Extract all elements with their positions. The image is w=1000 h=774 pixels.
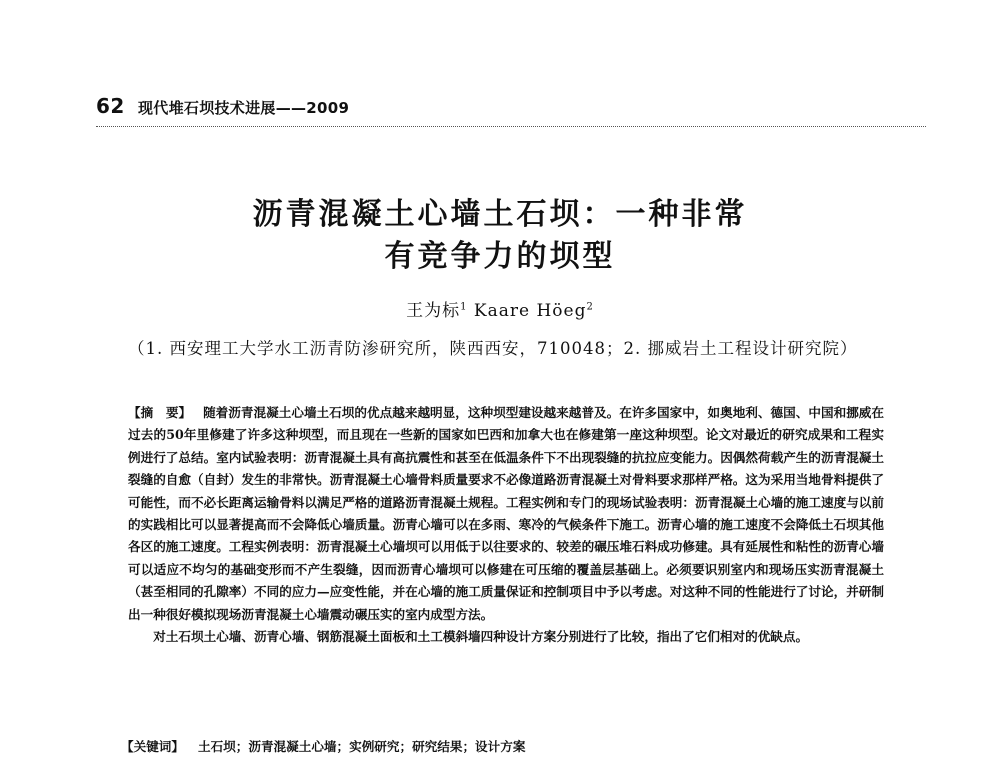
- abstract-paragraph: [128, 402, 884, 626]
- keywords-text: 土石坝；沥青混凝土心墙；实例研究；研究结果；设计方案: [197, 739, 526, 754]
- author-affiliation-mark: 1: [460, 301, 468, 313]
- author-name: Kaare Höeg: [473, 301, 587, 321]
- journal-name: 现代堆石坝技术进展——2009: [138, 99, 350, 117]
- page-number: 62: [96, 94, 125, 118]
- paper-title-line-2: 有竞争力的坝型: [384, 239, 616, 274]
- abstract-text: 随着沥青混凝土心墙土石坝的优点越来越明显，这种坝型建设越来越普及。在许多国家中，如奥地利、德国、中国和挪威在过去的50年里修建了许多这种坝型，而且现在一些新的国家如巴西和加拿大也在修建第一座这种坝型。论文对最近的研究成果和工程实例进行了总结。室内试验表明：沥青混凝土具有高抗震性和甚至在低温条件下不出现裂缝的抗拉应变能力。因偶然荷载产生的沥青混凝土裂缝的自愈（自封）发生的非常快。沥青混凝土心墙骨料质量要求不必像道路沥青混凝土对骨料要求那样严格。这为采用当地骨料提供了可能性，而不必长距离运输骨料以满足严格的道路沥青混凝土规程。工程实例和专门的现场试验表明：沥青混凝土心墙的施工速度与以前的实践相比可以显著提高而不会降低心墙质量。沥青心墙可以在多雨、寒冷的气候条件下施工。沥青心墙的施工速度不会降低土石坝其他各区的施工速度。工程实例表明：沥青混凝土心墙坝可以用低于以往要求的、较差的碾压堆石料成功修建。具有延展性和粘性的沥青心墙可以适应不均匀的基础变形而不产生裂缝，因而沥青心墙坝可以修建在可压缩的覆盖层基础上。必须要识别室内和现场压实沥青混凝土（甚至相同的孔隙率）不同的应力—应变性能，并在心墙的施工质量保证和控制项目中予以考虑。对这种不同的性能进行了讨论，并研制出一种很好模拟现场沥青混凝土心墙震动碾压实的室内成型方法。: [128, 405, 885, 622]
- abstract-paragraph-2: 对土石坝土心墙、沥青心墙、钢筋混凝土面板和土工模斜墙四种设计方案分别进行了比较，指出了它们相对的优缺点。: [153, 629, 809, 645]
- abstract-label: 【摘 要】: [128, 405, 192, 420]
- running-header: [96, 92, 926, 127]
- paper-title-line-1: 沥青混凝土心墙土石坝：一种非常: [252, 197, 748, 232]
- affiliation: （1. 西安理工大学水工沥青防渗研究所，陕西西安，710048；2. 挪威岩土工程设计研究院）: [128, 339, 858, 358]
- author-name: 王为标: [406, 301, 461, 321]
- abstract: [128, 402, 884, 648]
- author-affiliation-mark: 2: [586, 301, 594, 313]
- keywords-label: 【关键词】: [121, 739, 184, 754]
- author-list: [0, 296, 1000, 321]
- keywords: [121, 736, 881, 755]
